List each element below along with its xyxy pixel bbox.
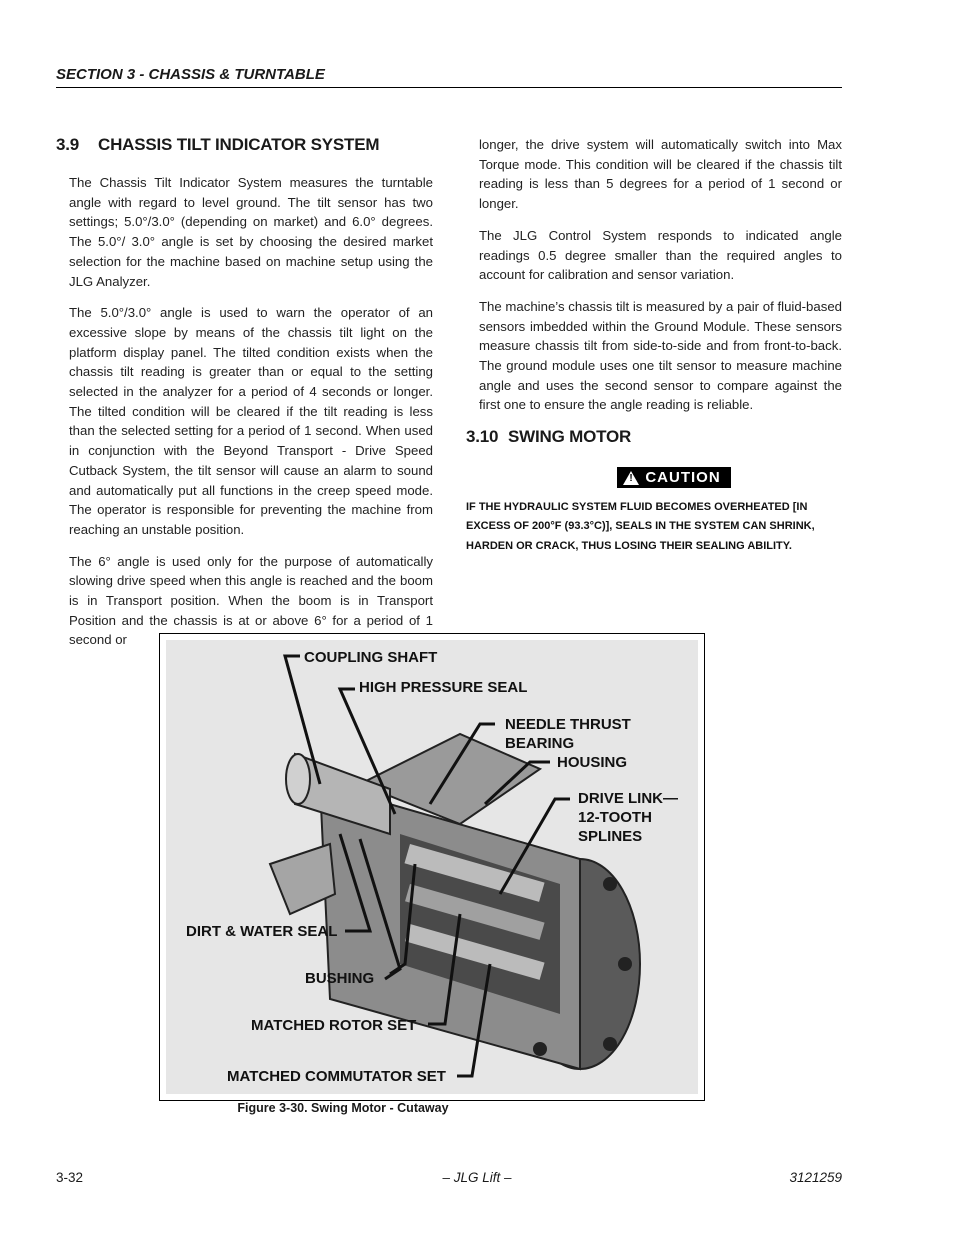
footer-center: – JLG Lift – (442, 1170, 512, 1185)
section-3-9-heading (56, 135, 433, 155)
paragraph: The Chassis Tilt Indicator System measures the turntable angle with regard to level ground. The tilt sensor has two settings; 5.0°/3.0° (depending on market) and 6.0° degrees. The 5.0°/ 3.0° angle is set by choosing the desired market selection for the machine based on machine setup using the JLG Analyzer. (69, 175, 433, 289)
figure-caption: Figure 3-30. Swing Motor - Cutaway (237, 1101, 449, 1115)
label-needle-thrust-2: BEARING (505, 735, 575, 752)
caution-banner (466, 467, 842, 490)
section-header: SECTION 3 - CHASSIS & TURNTABLE (56, 66, 842, 88)
section-number: 3.10 (466, 427, 499, 447)
label-coupling-shaft: COUPLING SHAFT (304, 649, 438, 666)
section-number: 3.9 (56, 135, 80, 154)
section-3-10-heading (466, 427, 842, 447)
label-matched-rotor-set: MATCHED ROTOR SET (251, 1017, 417, 1034)
paragraph: The JLG Control System responds to indicated angle readings 0.5 degree smaller than the required angles to account for calibration and sensor variation. (479, 227, 842, 283)
caution-label: CAUTION (645, 469, 721, 487)
paragraph: The 6° angle is used only for the purpose of automatically slowing drive speed when this angle is reached and the boom is in Transport position. When the boom is in Transport Position and the chassis is at or above 6° for a period of 1 second or (69, 553, 433, 648)
label-bushing: BUSHING (305, 970, 375, 987)
swing-motor-illustration (160, 634, 704, 1100)
document-number: 3121259 (789, 1170, 842, 1185)
label-drive-link-1: DRIVE LINK— (578, 790, 679, 807)
label-high-pressure-seal: HIGH PRESSURE SEAL (359, 679, 528, 696)
paragraph: longer, the drive system will automatically switch into Max Torque mode. This condition will be cleared if the chassis tilt reading is less than 5 degrees for a period of 1 second or longer. (479, 137, 842, 212)
label-drive-link-2: 12-TOOTH (578, 809, 652, 826)
right-column (466, 135, 842, 556)
paragraph: The 5.0°/3.0° angle is used to warn the operator of an excessive slope by means of the chassis tilt light on the platform display panel. The tilted condition exists when the chassis tilt reading is greater than or equal to the setting selected in the analyzer for a period of 4 seconds or longer. The tilted condition will be cleared if the tilt reading is less than the selected setting for a period of 1 second. When used in conjunction with the Beyond Transport - Drive Speed Cutback System, the tilt sensor will cause an alarm to sound and automatically put all functions in the creep speed mode. The operator is responsible for preventing the machine from reaching an unstable position. (69, 305, 433, 537)
swing-motor-figure (159, 633, 705, 1101)
label-housing: HOUSING (557, 754, 628, 771)
caution-text: IF THE HYDRAULIC SYSTEM FLUID BECOMES OVERHEATED [IN EXCESS OF 200°F (93.3°C)], SEALS IN THE SYSTEM CAN SHRINK, HARDEN OR CRACK, THUS LOSING THEIR SEALING ABILITY. (466, 500, 815, 552)
paragraph: The machine’s chassis tilt is measured by a pair of fluid-based sensors imbedded within the Ground Module. These sensors measure chassis tilt from side-to-side and from front-to-back. The ground module uses one tilt sensor to measure machine angle and uses the second sensor to compare against the first one to ensure the angle reading is reliable. (479, 298, 842, 413)
warning-icon (623, 471, 639, 485)
page-number: 3-32 (56, 1170, 84, 1185)
label-dirt-water-seal: DIRT & WATER SEAL (186, 923, 338, 940)
label-needle-thrust-1: NEEDLE THRUST (505, 716, 631, 733)
section-title: SWING MOTOR (508, 427, 632, 447)
section-title: CHASSIS TILT INDICATOR SYSTEM (98, 135, 380, 154)
label-drive-link-3: SPLINES (578, 828, 643, 845)
left-column (56, 135, 433, 662)
label-matched-commutator-set: MATCHED COMMUTATOR SET (227, 1068, 446, 1085)
